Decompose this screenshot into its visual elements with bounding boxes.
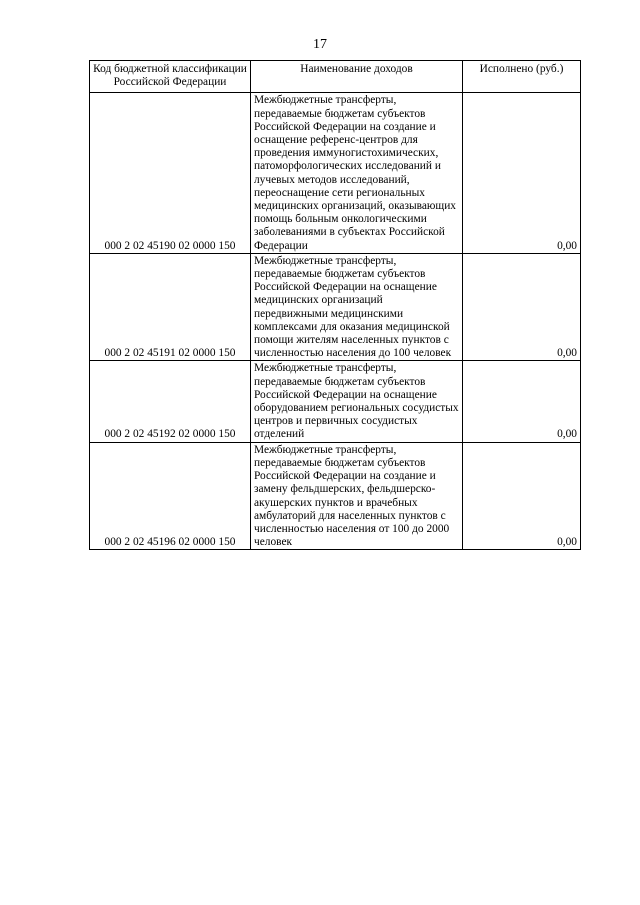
table-row: [90, 442, 581, 550]
table-row: [90, 253, 581, 361]
page-number: 17: [313, 37, 327, 52]
budget-code-cell: 000 2 02 45191 02 0000 150: [90, 253, 251, 361]
table-row: [90, 361, 581, 442]
header-revenue-name: Наименование доходов: [251, 61, 463, 93]
budget-code-cell: 000 2 02 45190 02 0000 150: [90, 93, 251, 253]
budget-revenue-table: [89, 60, 581, 550]
header-executed-amount: Исполнено (руб.): [463, 61, 581, 93]
table-header-row: [90, 61, 581, 93]
table-row: [90, 93, 581, 253]
executed-amount-cell: 0,00: [463, 442, 581, 550]
executed-amount-cell: 0,00: [463, 253, 581, 361]
revenue-name-cell: Межбюджетные трансферты, передаваемые бюджетам субъектов Российской Федерации на оснащение медицинских организаций передвижными медицинскими комплексами для оказания медицинской помощи жителям населенных пунктов с численностью населения до 100 человек: [251, 253, 463, 361]
revenue-name-cell: Межбюджетные трансферты, передаваемые бюджетам субъектов Российской Федерации на оснащение оборудованием региональных сосудистых центров и первичных сосудистых отделений: [251, 361, 463, 442]
budget-code-cell: 000 2 02 45196 02 0000 150: [90, 442, 251, 550]
revenue-name-cell: Межбюджетные трансферты, передаваемые бюджетам субъектов Российской Федерации на создание и замену фельдшерских, фельдшерско-акушерских пунктов и врачебных амбулаторий для населенных пунктов с численностью населения от 100 до 2000 человек: [251, 442, 463, 550]
revenue-name-cell: Межбюджетные трансферты, передаваемые бюджетам субъектов Российской Федерации на создание и оснащение референс-центров для проведения иммуногистохимических, патоморфологических исследований и лучевых методов исследований, переоснащение сети региональных медицинских организаций, оказывающих помощь больным онкологическими заболеваниями в субъектах Российской Федерации: [251, 93, 463, 253]
executed-amount-cell: 0,00: [463, 93, 581, 253]
budget-code-cell: 000 2 02 45192 02 0000 150: [90, 361, 251, 442]
header-budget-code: Код бюджетной классификации Российской Федерации: [90, 61, 251, 93]
executed-amount-cell: 0,00: [463, 361, 581, 442]
